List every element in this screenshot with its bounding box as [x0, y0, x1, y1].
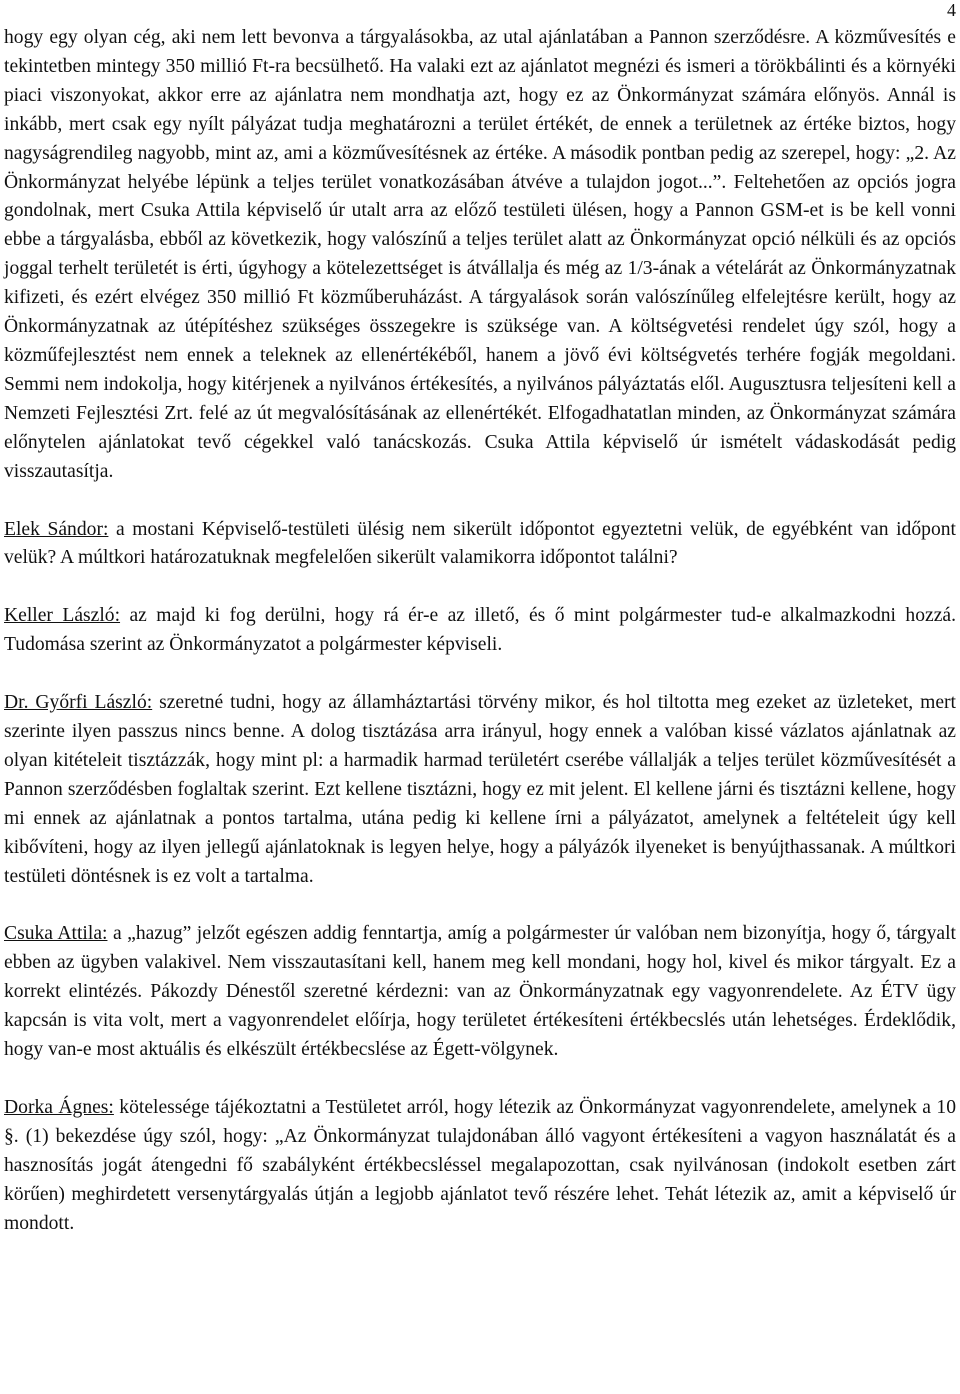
- paragraph-text: a „hazug” jelzőt egészen addig fenntartja, amíg a polgármester úr valóban nem bizonyítja, hogy ő, tárgyalt ebben az ügyben valakivel. Nem visszautasítani kell, hanem meg kell mondani, hogy hol, kivel és mikor tárgyalt. Ez a korrekt elintézés. Pákozdy Dénestől szeretné kérdezni: van az Önkormányzatnak egy vagyonrendelete. Az ÉTV ügy kapcsán is vita volt, mert a vagyonrendelet előírja, hogy területet értékesíteni értékbecslés után lehetséges. Érdeklődik, hogy van-e most aktuális és elkészült értékbecslése az Égett-völgynek.: [4, 923, 957, 1061]
- speaker-name: Keller László:: [4, 605, 121, 627]
- speaker-name: Elek Sándor:: [4, 518, 109, 540]
- paragraph-text: hogy egy olyan cég, aki nem lett bevonva a tárgyalásokba, az utal ajánlatában a Pannon szerződésre. A közművesítés e tekintetben mintegy 350 millió Ft-ra becsülhető. Ha valaki ezt az ajánlatot megnézi és ismeri a törökbálinti és a környéki piaci viszonyokat, akkor erre az ajánlatra nem mondhatja azt, hogy ez az Önkormányzat számára előnyös. Annál is inkább, mert csak egy nyílt pályázat tudja meghatározni a terület értékét, de ennek a területnek az értéke biztos, hogy nagyságrendileg nagyobb, mint az, ami a közművesítésnek az értéke. A második pontban pedig az szerepel, hogy: „2. Az Önkormányzat helyébe lépünk a teljes terület vonatkozásában átvéve a tulajdon jogot...”. Feltehetően az opciós jogra gondolnak, mert Csuka Attila képviselő úr utalt arra az előző testületi ülésen, hogy a Pannon GSM-et is be kell vonni ebbe a tárgyalásba, ebből az következik, hogy valószínű a teljes terület alatt az Önkormányzat opció nélküli és az opciós joggal terhelt területét is érti, úgyhogy a kötelezettséget is átvállalja és még az 1/3-ának a vételárát az Önkormányzatnak kifizeti, és ezért elvégez 350 millió Ft közműberuházást. A tárgyalások során valószínűleg elfelejtésre került, hogy az Önkormányzatnak az útépítéshez szükséges összegekre is szüksége van. A költségvetési rendelet úgy szól, hogy a közműfejlesztést nem ennek a teleknek az ellenértékéből, hanem a jövő évi költségvetés terhére fogják megoldani. Semmi nem indokolja, hogy kitérjenek a nyilvános értékesítés, a nyilvános pályáztatás elől. Augusztusra teljesíteni kell a Nemzeti Fejlesztési Zrt. felé az út megvalósításának az ellenértékét. Elfogadhatatlan minden, az Önkormányzat számára előnytelen ajánlatokat tevő cégekkel való tanácskozás. Csuka Attila képviselő úr ismételt vádaskodását pedig visszautasítja.: [4, 27, 956, 482]
- paragraph-text: az majd ki fog derülni, hogy rá ér-e az illető, és ő mint polgármester tud-e alkalmazkodni hozzá. Tudomása szerint az Önkormányzatot a polgármester képviseli.: [4, 605, 956, 656]
- speaker-name: Dorka Ágnes:: [4, 1097, 114, 1118]
- paragraph-dorka-agnes: [4, 1094, 956, 1239]
- paragraph-text: szeretné tudni, hogy az államháztartási törvény mikor, és hol tiltotta meg ezeket az üzleteket, mert szerinte ilyen passzus nincs benne. A dolog tisztázása arra irányul, hogy ennek a valóban kissé vázlatos ajánlatnak az olyan kitételeit tisztázzák, hogy mint pl: a harmadik harmad területért cserébe vállalják a teljes terület közművesítését a Pannon szerződésben foglaltak szerint. Ezt kellene tisztázni, hogy ez mit jelent. El kellene járni és tisztázni kellene, hogy mi ennek az ajánlatnak a pontos tartalma, utána pedig ki kellene írni a pályázatot, amelynek a feltételeit úgy kell kibővíteni, hogy az ilyen jellegű ajánlatoknak is legyen helye, hogy a pályázók ilyeneket is benyújthassanak. A múltkori testületi döntésnek is ez volt a tartalma.: [4, 692, 957, 887]
- paragraph-gyorfi-laszlo: [4, 689, 956, 891]
- speaker-name: Dr. Győrfi László:: [4, 692, 153, 714]
- page-number: 4: [947, 0, 956, 20]
- paragraph-elek-sandor: [4, 516, 956, 574]
- document-page: [4, 0, 956, 1394]
- paragraph-keller-laszlo: [4, 602, 956, 660]
- paragraph-csuka-attila: [4, 920, 956, 1065]
- paragraph-text: kötelessége tájékoztatni a Testületet arról, hogy létezik az Önkormányzat vagyonrendelete, amelynek a 10 §. (1) bekezdése úgy szól, hogy: „Az Önkormányzat tulajdonában álló vagyont értékesíteni a vagyon használatát és a hasznosítás jogát átengedni fő szabályként értékbecsléssel megalapozottan, csak nyilvánosan (indokolt esetben zárt körűen) meghirdetett versenytárgyalás útján a legjobb ajánlatot tevő részére lehet. Tehát létezik az, amit a képviselő úr mondott.: [4, 1097, 956, 1234]
- paragraph-text: a mostani Képviselő-testületi ülésig nem sikerült időpontot egyeztetni velük, de egyébként van időpont velük? A múltkori határozatuknak megfelelően sikerült valamikorra időpontot találni?: [4, 518, 956, 569]
- paragraph-continuation: [4, 24, 956, 487]
- document-body: [4, 24, 956, 1239]
- speaker-name: Csuka Attila:: [4, 923, 108, 945]
